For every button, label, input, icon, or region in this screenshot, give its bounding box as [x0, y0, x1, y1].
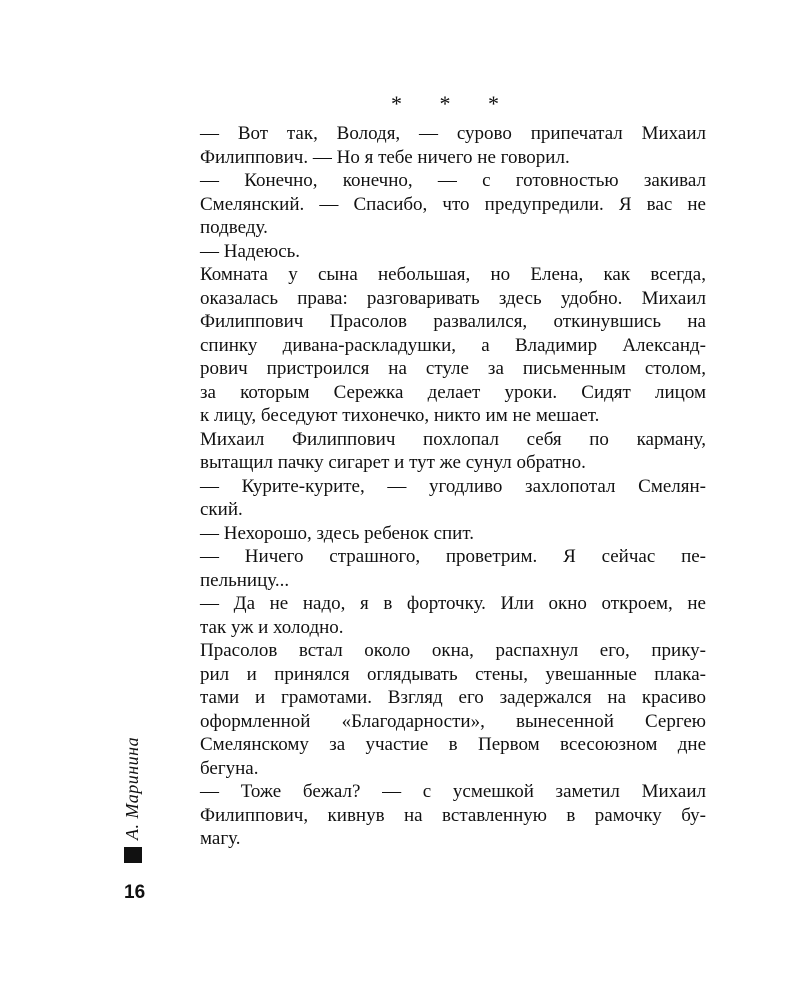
- paragraph: [200, 592, 706, 639]
- text-line: — Конечно, конечно, — с готовностью закивал: [200, 170, 706, 191]
- text-line: Филиппович, кивнув на вставленную в рамочку бу-: [200, 804, 706, 826]
- text-line: Прасолов встал около окна, распахнул его, прику-: [200, 640, 706, 661]
- text-line: — Нехорошо, здесь ребенок спит.: [200, 522, 474, 544]
- text-line: — Надеюсь.: [200, 240, 301, 262]
- text-line: Комната у сына небольшая, но Елена, как всегда,: [200, 264, 706, 285]
- text-line: Смелянский. — Спасибо, что предупредили. Я вас не: [200, 193, 706, 215]
- text-line: — Ничего страшного, проветрим. Я сейчас пе-: [200, 546, 706, 567]
- text-line: ский.: [200, 499, 243, 520]
- text-line: рович пристроился на стуле за письменным столом,: [200, 358, 706, 379]
- section-break-ornament: * * *: [391, 91, 515, 116]
- paragraph: [200, 475, 706, 522]
- text-line: вытащил пачку сигарет и тут же сунул обратно.: [200, 452, 586, 473]
- text-line: Смелянскому за участие в Первом всесоюзном дне: [200, 734, 706, 755]
- paragraph: [200, 428, 706, 475]
- text-line: оказалась права: разговаривать здесь удобно. Михаил: [200, 287, 706, 309]
- paragraph: [200, 545, 706, 592]
- paragraph: [200, 263, 706, 428]
- text-line: спинку дивана-раскладушки, а Владимир Александ-: [200, 334, 706, 356]
- text-line: Михаил Филиппович похлопал себя по карману,: [200, 428, 706, 450]
- text-line: так уж и холодно.: [200, 616, 344, 638]
- page-number: 16: [124, 882, 146, 903]
- text-line: — Да не надо, я в форточку. Или окно откроем, не: [200, 593, 706, 614]
- paragraph: [200, 122, 706, 169]
- text-line: Филиппович. — Но я тебе ничего не говорил.: [200, 146, 570, 168]
- text-line: оформленной «Благодарности», вынесенной Сергею: [200, 710, 706, 732]
- page-marker-square: [124, 847, 142, 863]
- text-line: рил и принялся оглядывать стены, увешанные плака-: [200, 663, 706, 685]
- text-line: магу.: [200, 828, 241, 849]
- text-line: — Вот так, Володя, — сурово припечатал Михаил: [200, 123, 706, 144]
- body-text: [200, 122, 706, 851]
- paragraph: [200, 240, 706, 264]
- running-head-author: А. Маринина: [122, 736, 142, 840]
- text-line: за которым Сережка делает уроки. Сидят лицом: [200, 381, 706, 403]
- text-line: пельницу...: [200, 569, 290, 591]
- paragraph: [200, 169, 706, 240]
- text-line: — Тоже бежал? — с усмешкой заметил Михаил: [200, 781, 706, 802]
- text-line: — Курите-курите, — угодливо захлопотал Смелян-: [200, 475, 706, 497]
- text-line: тами и грамотами. Взгляд его задержался на красиво: [200, 687, 706, 708]
- text-line: Филиппович Прасолов развалился, откинувшись на: [200, 311, 706, 332]
- paragraph: [200, 639, 706, 780]
- text-line: подведу.: [200, 217, 268, 238]
- text-line: бегуна.: [200, 757, 259, 779]
- text-line: к лицу, беседуют тихонечко, никто им не мешает.: [200, 405, 600, 426]
- paragraph: [200, 522, 706, 546]
- paragraph: [200, 780, 706, 851]
